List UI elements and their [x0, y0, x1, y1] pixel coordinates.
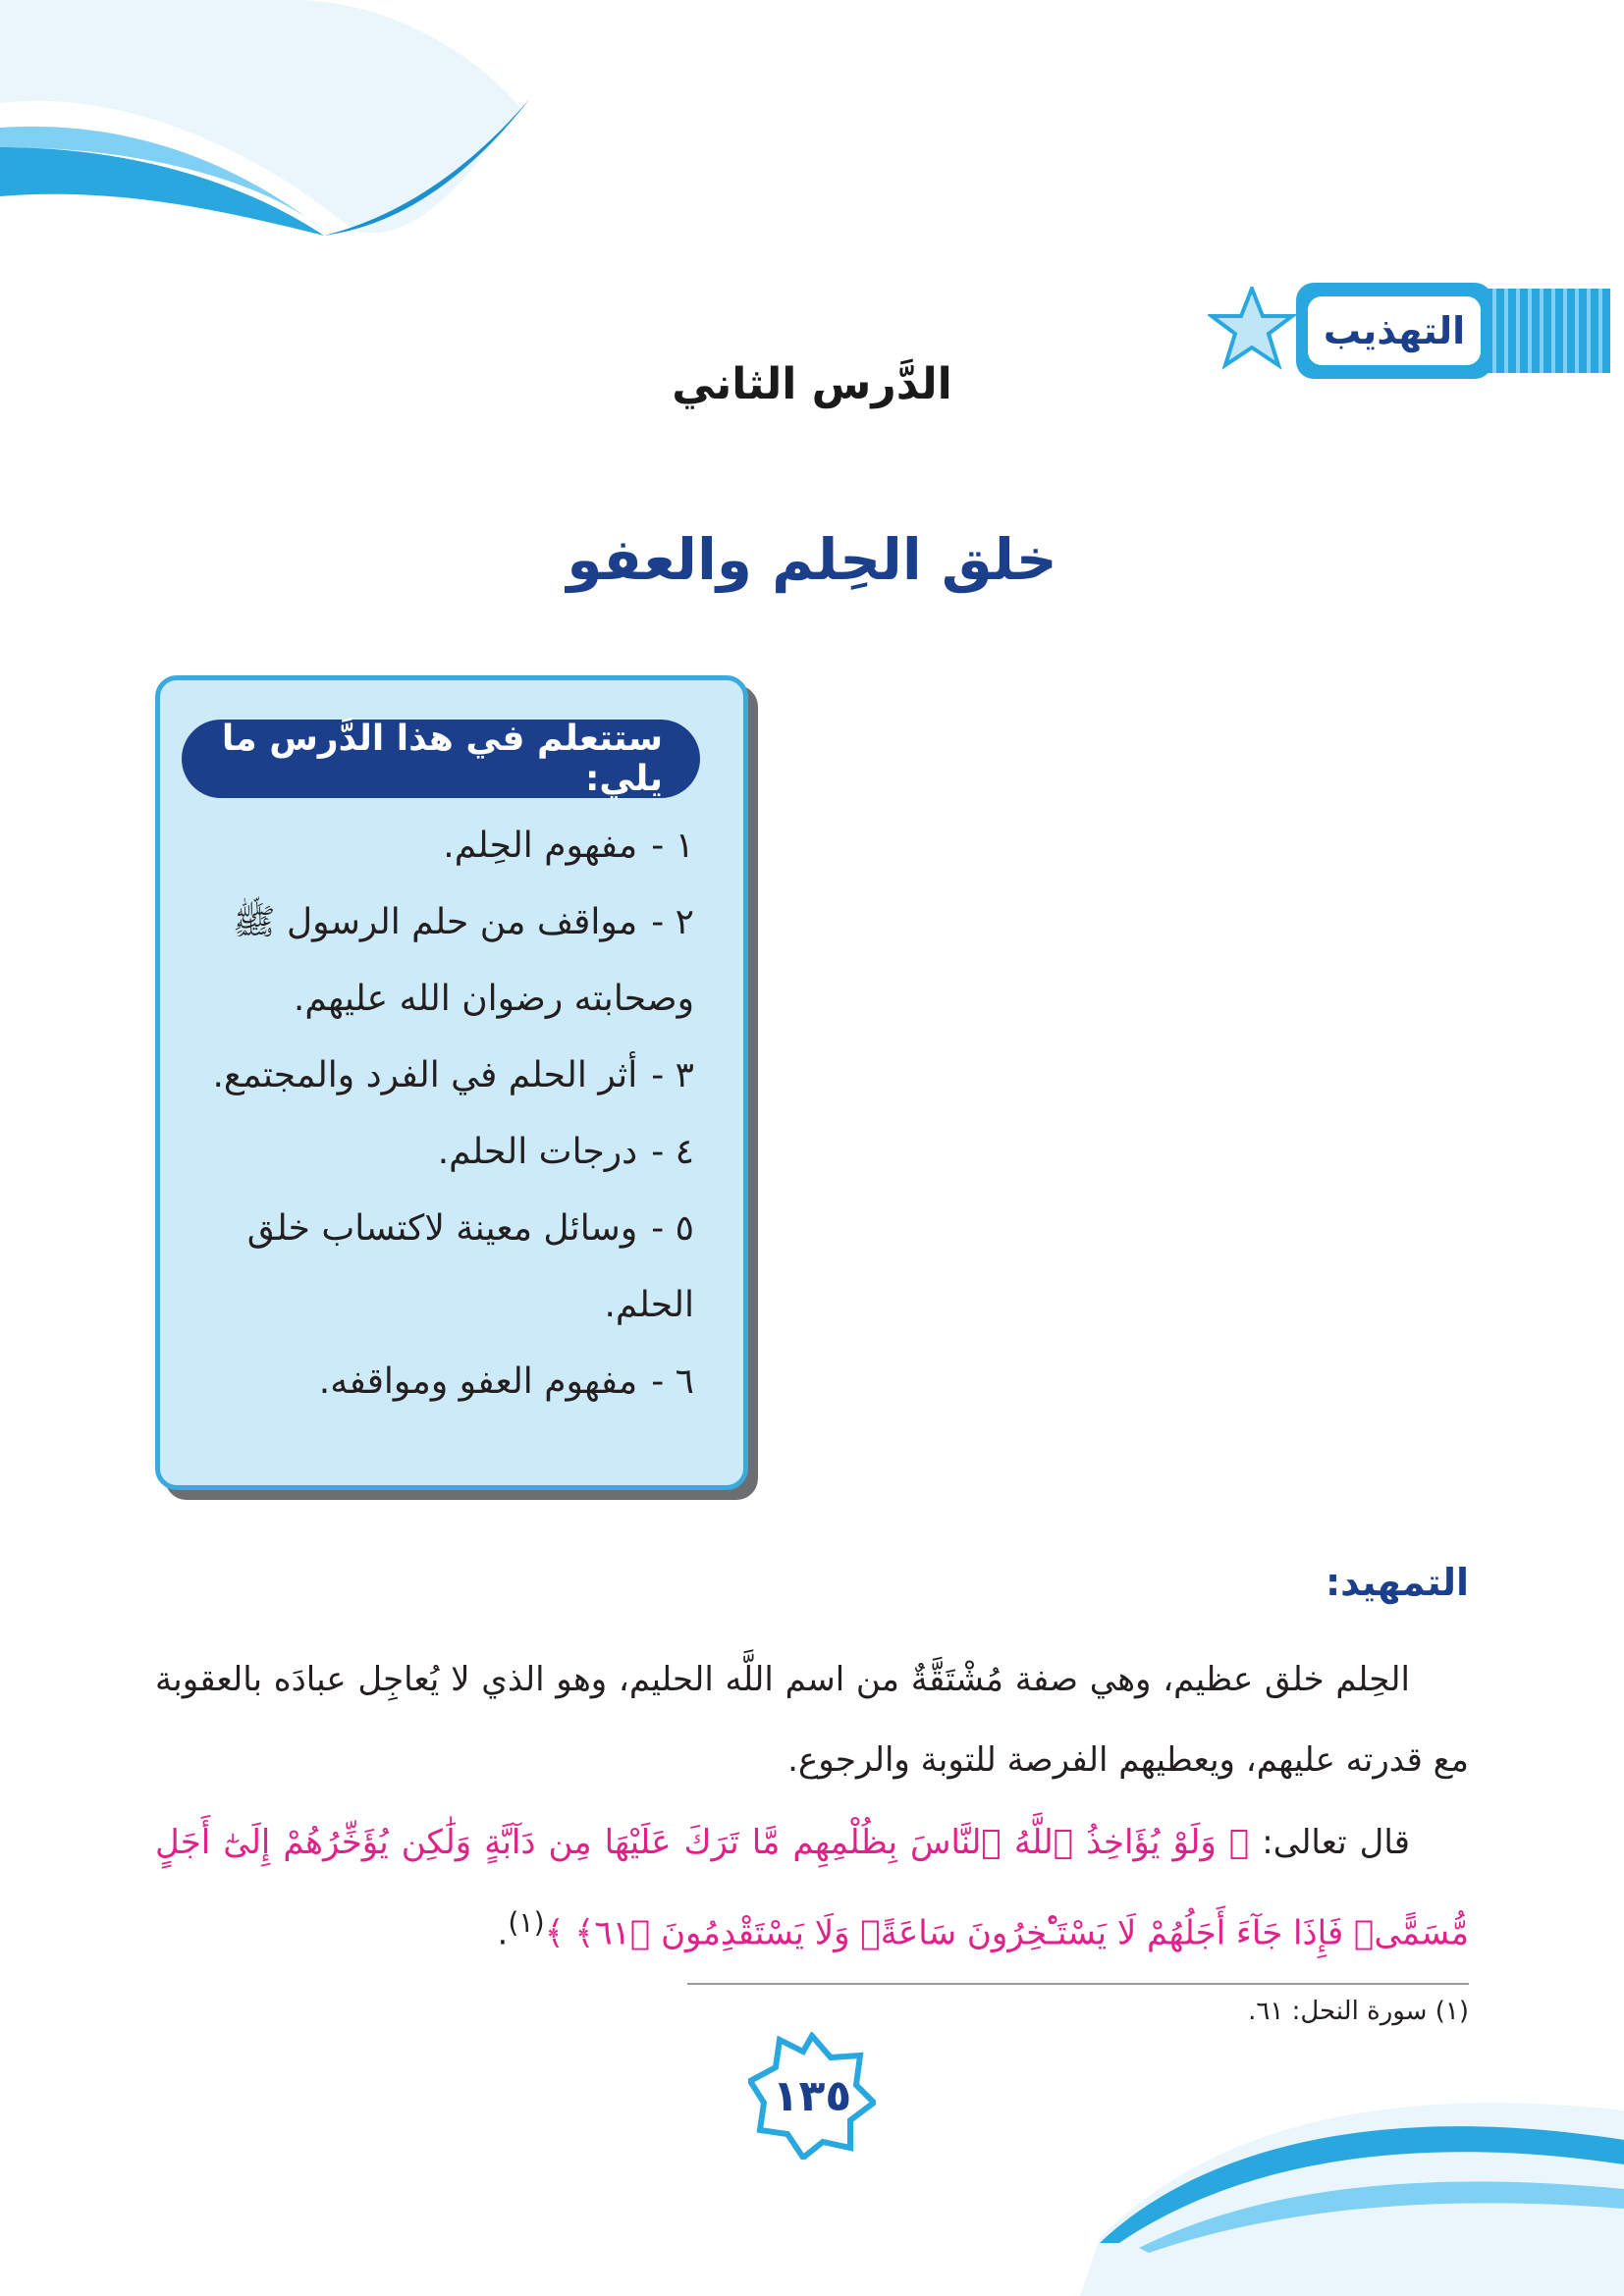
objective-item: ٤ -درجات الحلم. [437, 1132, 694, 1172]
top-wave-decoration [0, 0, 550, 255]
lesson-number: الدَّرس الثاني [672, 359, 952, 409]
objectives-header: ستتعلم في هذا الدَّرس ما يلي: [182, 720, 700, 798]
section-label: التهذيب [1308, 296, 1481, 365]
verse-trailing: . [497, 1913, 509, 1953]
bottom-wave-decoration [1080, 2022, 1624, 2296]
objective-item: ٦ -مفهوم العفو ومواقفه. [318, 1362, 694, 1402]
objective-item: ٥ -وسائل معينة لاكتساب خلق الحلم. [246, 1208, 694, 1325]
verse-paragraph [155, 1802, 1469, 1973]
page-number: ١٣٥ [772, 2071, 852, 2121]
intro-paragraph: الحِلم خلق عظيم، وهي صفة مُشْتَقَّةٌ من اسم اللَّه الحليم، وهو الذي لا يُعاجِل عبادَه بالعقوبة مع قدرته عليهم، ويعطيهم الفرصة للتوبة والرجوع. [155, 1660, 1469, 1780]
objectives-box [155, 675, 748, 1490]
intro-heading: التمهيد: [1325, 1561, 1469, 1604]
objective-item: ١ -مفهوم الحِلم. [443, 826, 694, 866]
page-number-badge [748, 2032, 876, 2160]
verse-lead: قال تعالى: [1262, 1823, 1410, 1862]
objectives-list [195, 808, 694, 1420]
quran-verse: ﴿ وَلَوْ يُؤَاخِذُ ٱللَّهُ ٱلنَّاسَ بِظُلْمِهِم مَّا تَرَكَ عَلَيْهَا مِن دَآبَّةٍ وَلَٰكِن يُؤَخِّرُهُمْ إِلَىٰٓ أَجَلٍ مُّسَمًّىۖ فَإِذَا جَآءَ أَجَلُهُمْ لَا يَسْتَـْٔخِرُونَ سَاعَةًۖ وَلَا يَسْتَقْدِمُونَ ﴿٦١﴾ ﴾ [155, 1823, 1469, 1953]
footnote-divider [687, 1983, 1469, 1985]
footnote-marker: (١) [508, 1906, 545, 1939]
objective-item: ٢ -مواقف من حلم الرسول ﷺ وصحابته رضوان الله عليهم. [233, 902, 694, 1019]
lesson-title: خلق الحِلم والعفو [567, 526, 1057, 593]
footnote: (١) سورة النحل: ٦١. [1248, 1997, 1469, 2026]
objective-item: ٣ -أثر الحلم في الفرد والمجتمع. [212, 1055, 694, 1095]
